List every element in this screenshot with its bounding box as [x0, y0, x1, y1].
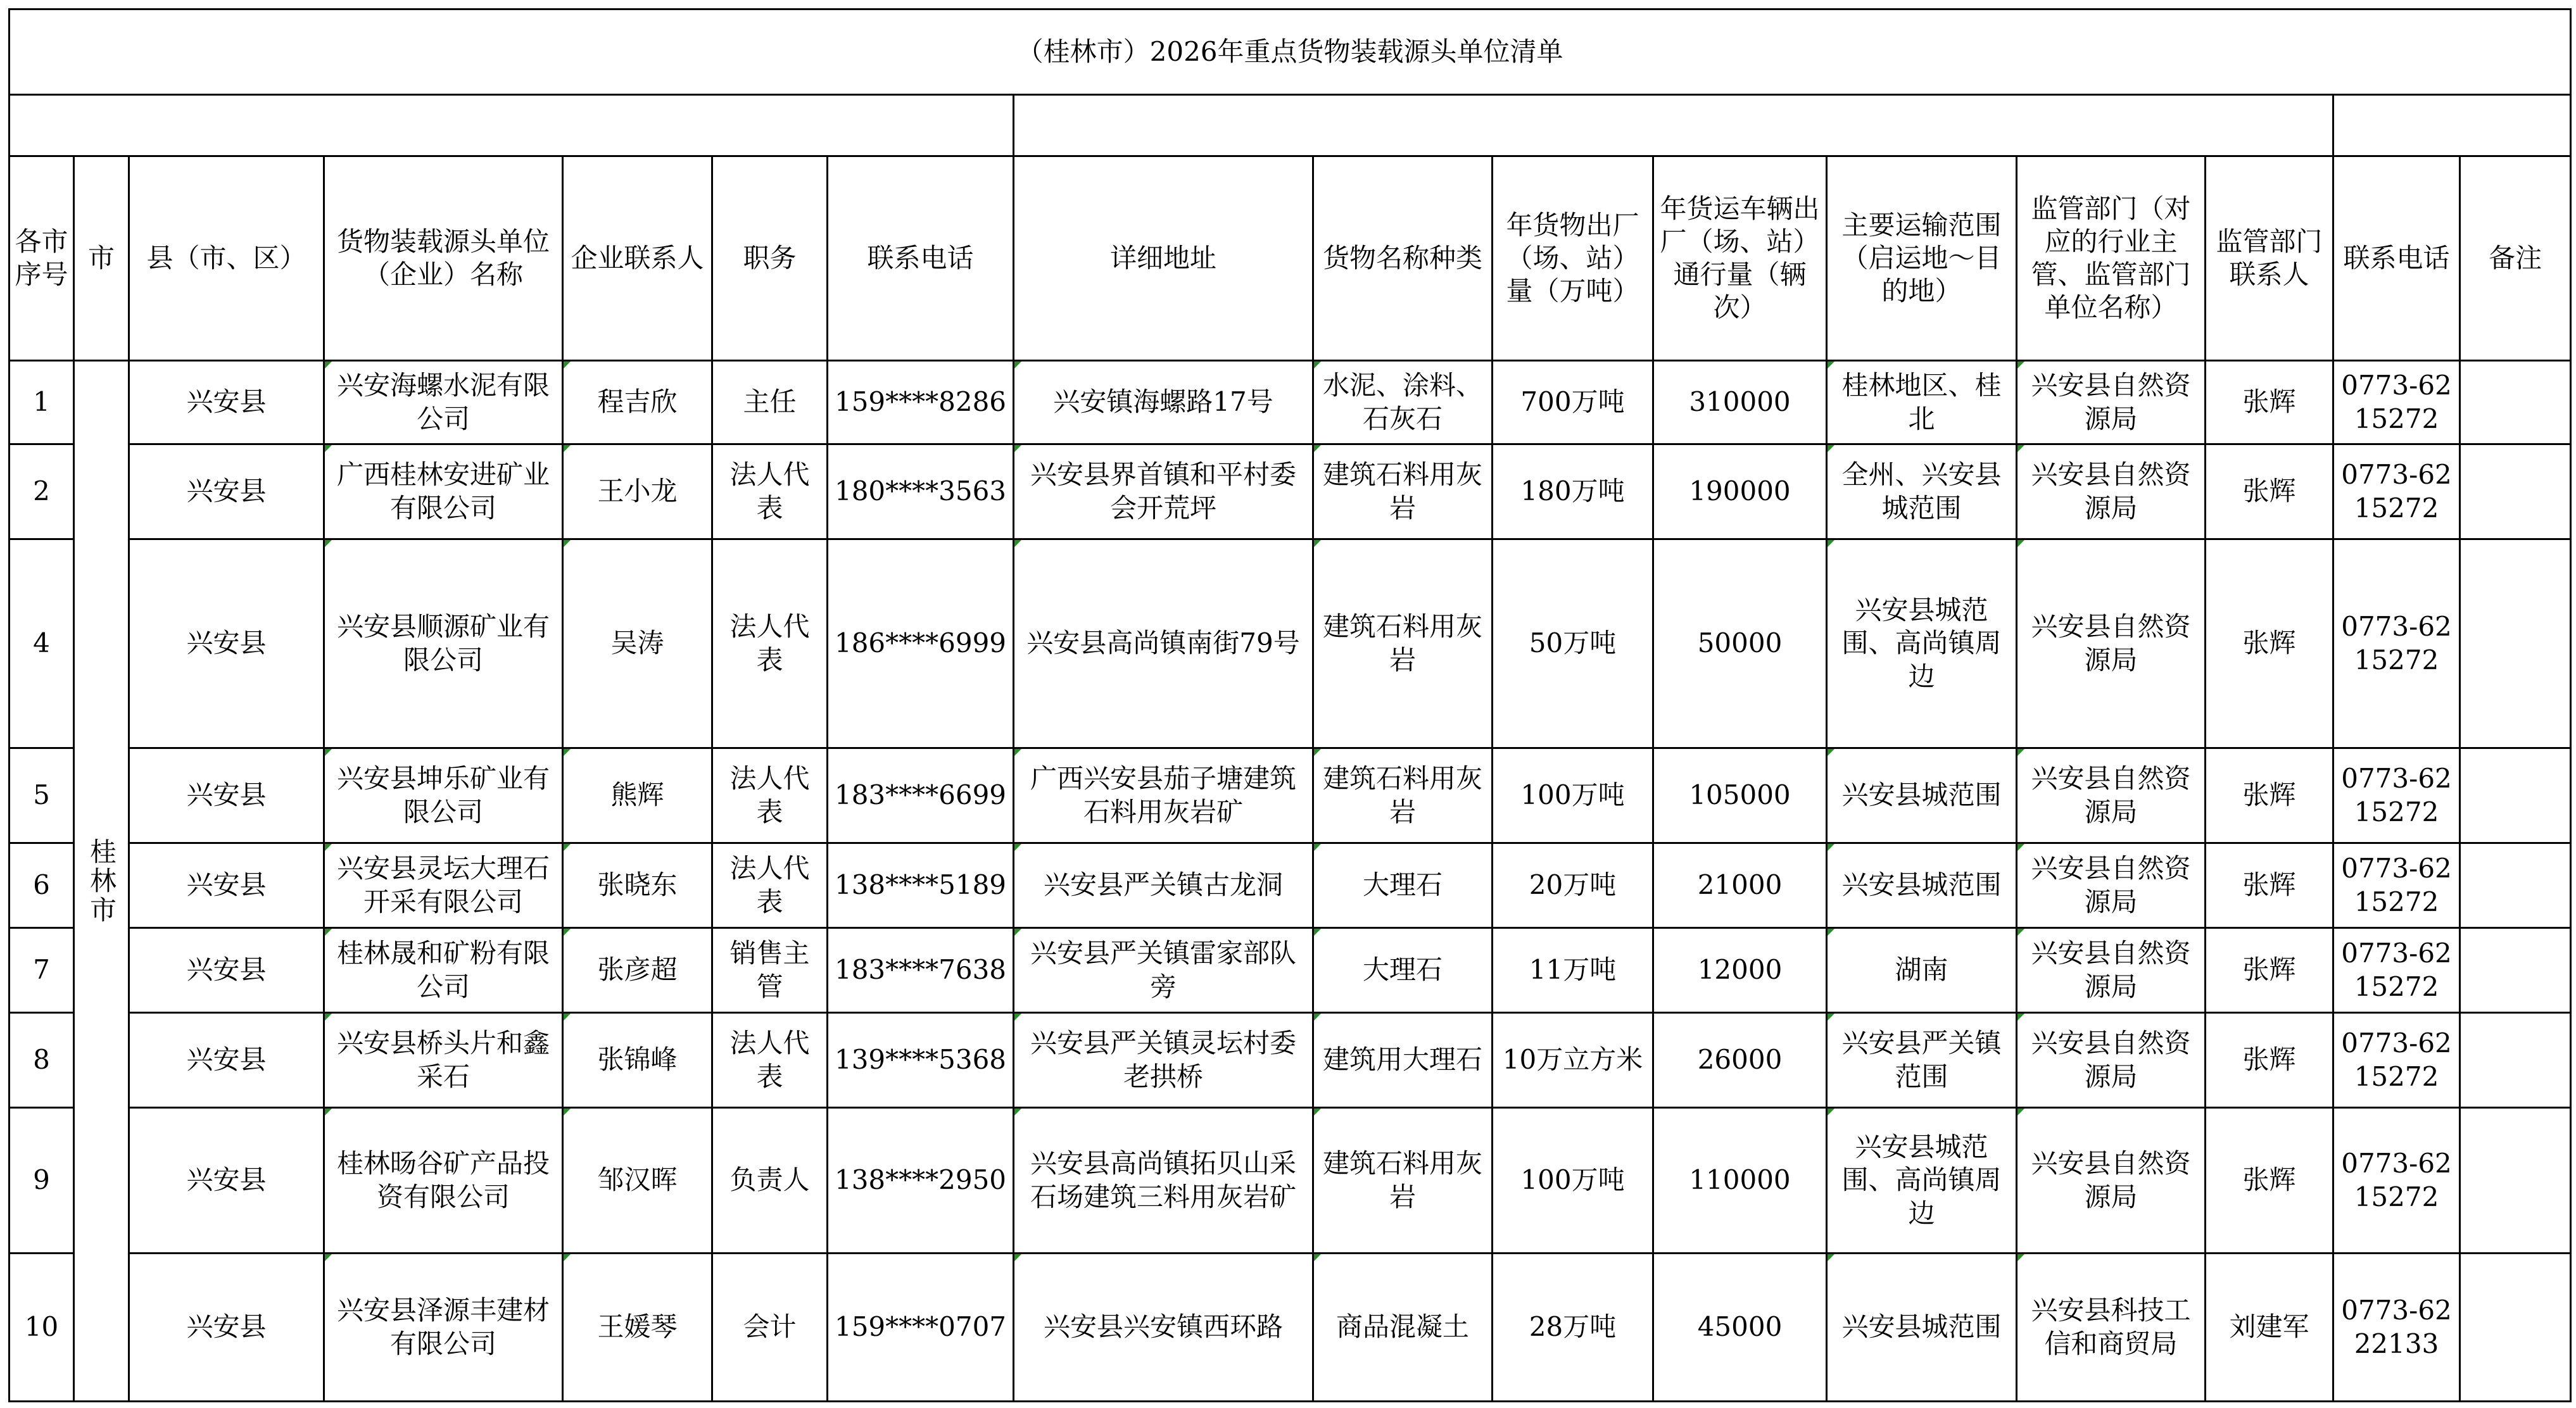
cell-range: 兴安县城范围: [1827, 748, 2017, 843]
cell-contact: 吴涛: [563, 539, 712, 748]
cell-vehicles: 105000: [1653, 748, 1827, 843]
cell-range: 桂林地区、桂北: [1827, 361, 2017, 444]
cell-phone: 139****5368: [828, 1013, 1014, 1108]
cell-company: 兴安县顺源矿业有限公司: [324, 539, 563, 748]
cell-reg-phone: 0773-6215272: [2333, 928, 2460, 1013]
cell-remark: [2460, 444, 2571, 539]
cell-reg-phone: 0773-6215272: [2333, 539, 2460, 748]
cell-annual-volume: 11万吨: [1493, 928, 1653, 1013]
cell-remark: [2460, 748, 2571, 843]
cell-contact: 熊辉: [563, 748, 712, 843]
cell-regulator: 兴安县自然资源局: [2017, 539, 2206, 748]
cell-company: 兴安县桥头片和鑫采石: [324, 1013, 563, 1108]
header-goods: 货物名称种类: [1313, 156, 1493, 361]
cell-position: 法人代表: [712, 748, 828, 843]
header-regulator: 监管部门（对应的行业主管、监管部门单位名称）: [2017, 156, 2206, 361]
cell-seq: 5: [9, 748, 74, 843]
cell-city: 桂林市: [74, 361, 129, 1402]
cell-range: 兴安县城范围: [1827, 843, 2017, 928]
cell-reg-contact: 张辉: [2206, 1013, 2333, 1108]
cell-contact: 王媛琴: [563, 1254, 712, 1402]
cell-remark: [2460, 928, 2571, 1013]
cell-regulator: 兴安县自然资源局: [2017, 748, 2206, 843]
cell-phone: 183****7638: [828, 928, 1014, 1013]
cell-seq: 9: [9, 1108, 74, 1254]
cell-goods: 商品混凝土: [1313, 1254, 1493, 1402]
cell-vehicles: 110000: [1653, 1108, 1827, 1254]
cell-reg-contact: 张辉: [2206, 748, 2333, 843]
header-address: 详细地址: [1014, 156, 1313, 361]
cell-position: 会计: [712, 1254, 828, 1402]
cell-contact: 程吉欣: [563, 361, 712, 444]
cell-annual-volume: 10万立方米: [1493, 1013, 1653, 1108]
cell-company: 桂林晟和矿粉有限公司: [324, 928, 563, 1013]
cell-range: 兴安县城范围: [1827, 1254, 2017, 1402]
table-row: [9, 928, 2571, 1013]
table-row: [9, 361, 2571, 444]
goods-source-table: [8, 8, 2572, 1402]
cell-regulator: 兴安县自然资源局: [2017, 843, 2206, 928]
cell-reg-phone: 0773-6215272: [2333, 361, 2460, 444]
cell-goods: 建筑石料用灰岩: [1313, 444, 1493, 539]
cell-address: 兴安县严关镇灵坛村委老拱桥: [1014, 1013, 1313, 1108]
cell-range: 兴安县严关镇范围: [1827, 1013, 2017, 1108]
cell-company: 兴安县灵坛大理石开采有限公司: [324, 843, 563, 928]
cell-address: 兴安县兴安镇西环路: [1014, 1254, 1313, 1402]
cell-seq: 10: [9, 1254, 74, 1402]
cell-contact: 张锦峰: [563, 1013, 712, 1108]
cell-position: 主任: [712, 361, 828, 444]
cell-position: 法人代表: [712, 843, 828, 928]
header-county: 县（市、区）: [129, 156, 324, 361]
cell-reg-contact: 张辉: [2206, 1108, 2333, 1254]
header-remark: 备注: [2460, 156, 2571, 361]
cell-remark: [2460, 539, 2571, 748]
cell-phone: 186****6999: [828, 539, 1014, 748]
cell-reg-contact: 张辉: [2206, 444, 2333, 539]
cell-annual-volume: 28万吨: [1493, 1254, 1653, 1402]
header-company: 货物装载源头单位（企业）名称: [324, 156, 563, 361]
cell-annual-volume: 50万吨: [1493, 539, 1653, 748]
cell-seq: 7: [9, 928, 74, 1013]
cell-county: 兴安县: [129, 444, 324, 539]
cell-county: 兴安县: [129, 928, 324, 1013]
cell-position: 法人代表: [712, 539, 828, 748]
cell-vehicles: 21000: [1653, 843, 1827, 928]
table-row: [9, 1013, 2571, 1108]
cell-vehicles: 26000: [1653, 1013, 1827, 1108]
cell-regulator: 兴安县自然资源局: [2017, 361, 2206, 444]
cell-position: 法人代表: [712, 444, 828, 539]
cell-reg-contact: 张辉: [2206, 928, 2333, 1013]
cell-goods: 建筑石料用灰岩: [1313, 1108, 1493, 1254]
cell-remark: [2460, 361, 2571, 444]
header-reg-contact: 监管部门联系人: [2206, 156, 2333, 361]
cell-remark: [2460, 1108, 2571, 1254]
cell-seq: 6: [9, 843, 74, 928]
table-row: [9, 1108, 2571, 1254]
cell-address: 兴安县界首镇和平村委会开荒坪: [1014, 444, 1313, 539]
cell-contact: 邹汉晖: [563, 1108, 712, 1254]
cell-annual-volume: 100万吨: [1493, 748, 1653, 843]
table-row: [9, 444, 2571, 539]
cell-phone: 180****3563: [828, 444, 1014, 539]
cell-goods: 大理石: [1313, 928, 1493, 1013]
cell-goods: 水泥、涂料、石灰石: [1313, 361, 1493, 444]
cell-county: 兴安县: [129, 748, 324, 843]
cell-phone: 138****5189: [828, 843, 1014, 928]
cell-seq: 4: [9, 539, 74, 748]
cell-remark: [2460, 1254, 2571, 1402]
cell-annual-volume: 180万吨: [1493, 444, 1653, 539]
cell-seq: 1: [9, 361, 74, 444]
cell-address: 兴安县严关镇雷家部队旁: [1014, 928, 1313, 1013]
cell-phone: 159****0707: [828, 1254, 1014, 1402]
cell-reg-contact: 刘建军: [2206, 1254, 2333, 1402]
cell-regulator: 兴安县科技工信和商贸局: [2017, 1254, 2206, 1402]
cell-company: 广西桂林安进矿业有限公司: [324, 444, 563, 539]
cell-reg-phone: 0773-6215272: [2333, 444, 2460, 539]
cell-reg-phone: 0773-6222133: [2333, 1254, 2460, 1402]
table-row: [9, 748, 2571, 843]
header-seq: 各市序号: [9, 156, 74, 361]
cell-goods: 建筑石料用灰岩: [1313, 539, 1493, 748]
cell-goods: 建筑用大理石: [1313, 1013, 1493, 1108]
cell-contact: 张彦超: [563, 928, 712, 1013]
blank-cell: [9, 95, 1014, 156]
header-phone: 联系电话: [828, 156, 1014, 361]
cell-address: 广西兴安县茄子塘建筑石料用灰岩矿: [1014, 748, 1313, 843]
cell-company: 兴安县坤乐矿业有限公司: [324, 748, 563, 843]
header-city: 市: [74, 156, 129, 361]
cell-regulator: 兴安县自然资源局: [2017, 1013, 2206, 1108]
cell-company: 兴安海螺水泥有限公司: [324, 361, 563, 444]
table-row: [9, 1254, 2571, 1402]
cell-remark: [2460, 843, 2571, 928]
cell-vehicles: 310000: [1653, 361, 1827, 444]
header-position: 职务: [712, 156, 828, 361]
cell-county: 兴安县: [129, 1013, 324, 1108]
table-row: [9, 843, 2571, 928]
cell-seq: 8: [9, 1013, 74, 1108]
cell-range: 湖南: [1827, 928, 2017, 1013]
cell-position: 销售主管: [712, 928, 828, 1013]
cell-goods: 建筑石料用灰岩: [1313, 748, 1493, 843]
cell-reg-phone: 0773-6215272: [2333, 843, 2460, 928]
header-contact: 企业联系人: [563, 156, 712, 361]
header-range: 主要运输范围（启运地～目的地）: [1827, 156, 2017, 361]
cell-address: 兴安镇海螺路17号: [1014, 361, 1313, 444]
cell-address: 兴安县高尚镇南街79号: [1014, 539, 1313, 748]
cell-address: 兴安县高尚镇拓贝山采石场建筑三料用灰岩矿: [1014, 1108, 1313, 1254]
table-row: [9, 539, 2571, 748]
cell-reg-phone: 0773-6215272: [2333, 1013, 2460, 1108]
blank-cell: [1014, 95, 2333, 156]
cell-annual-volume: 20万吨: [1493, 843, 1653, 928]
cell-vehicles: 50000: [1653, 539, 1827, 748]
cell-remark: [2460, 1013, 2571, 1108]
header-reg-phone: 联系电话: [2333, 156, 2460, 361]
cell-county: 兴安县: [129, 361, 324, 444]
header-vehicles: 年货运车辆出厂（场、站）通行量（辆次）: [1653, 156, 1827, 361]
header-annual-volume: 年货物出厂（场、站）量（万吨）: [1493, 156, 1653, 361]
cell-address: 兴安县严关镇古龙洞: [1014, 843, 1313, 928]
cell-phone: 138****2950: [828, 1108, 1014, 1254]
cell-county: 兴安县: [129, 843, 324, 928]
cell-position: 负责人: [712, 1108, 828, 1254]
cell-goods: 大理石: [1313, 843, 1493, 928]
cell-range: 兴安县城范围、高尚镇周边: [1827, 539, 2017, 748]
cell-seq: 2: [9, 444, 74, 539]
cell-contact: 王小龙: [563, 444, 712, 539]
cell-regulator: 兴安县自然资源局: [2017, 1108, 2206, 1254]
cell-reg-phone: 0773-6215272: [2333, 1108, 2460, 1254]
cell-county: 兴安县: [129, 539, 324, 748]
cell-regulator: 兴安县自然资源局: [2017, 444, 2206, 539]
cell-county: 兴安县: [129, 1108, 324, 1254]
cell-phone: 183****6699: [828, 748, 1014, 843]
cell-position: 法人代表: [712, 1013, 828, 1108]
cell-company: 桂林旸谷矿产品投资有限公司: [324, 1108, 563, 1254]
cell-contact: 张晓东: [563, 843, 712, 928]
cell-reg-contact: 张辉: [2206, 843, 2333, 928]
page-title: （桂林市）2026年重点货物装载源头单位清单: [9, 9, 2571, 95]
cell-reg-phone: 0773-6215272: [2333, 748, 2460, 843]
cell-company: 兴安县泽源丰建材有限公司: [324, 1254, 563, 1402]
cell-range: 兴安县城范围、高尚镇周边: [1827, 1108, 2017, 1254]
cell-county: 兴安县: [129, 1254, 324, 1402]
cell-vehicles: 12000: [1653, 928, 1827, 1013]
cell-regulator: 兴安县自然资源局: [2017, 928, 2206, 1013]
cell-range: 全州、兴安县城范围: [1827, 444, 2017, 539]
cell-vehicles: 190000: [1653, 444, 1827, 539]
blank-cell: [2333, 95, 2571, 156]
cell-phone: 159****8286: [828, 361, 1014, 444]
cell-annual-volume: 100万吨: [1493, 1108, 1653, 1254]
cell-vehicles: 45000: [1653, 1254, 1827, 1402]
cell-reg-contact: 张辉: [2206, 539, 2333, 748]
cell-annual-volume: 700万吨: [1493, 361, 1653, 444]
cell-reg-contact: 张辉: [2206, 361, 2333, 444]
